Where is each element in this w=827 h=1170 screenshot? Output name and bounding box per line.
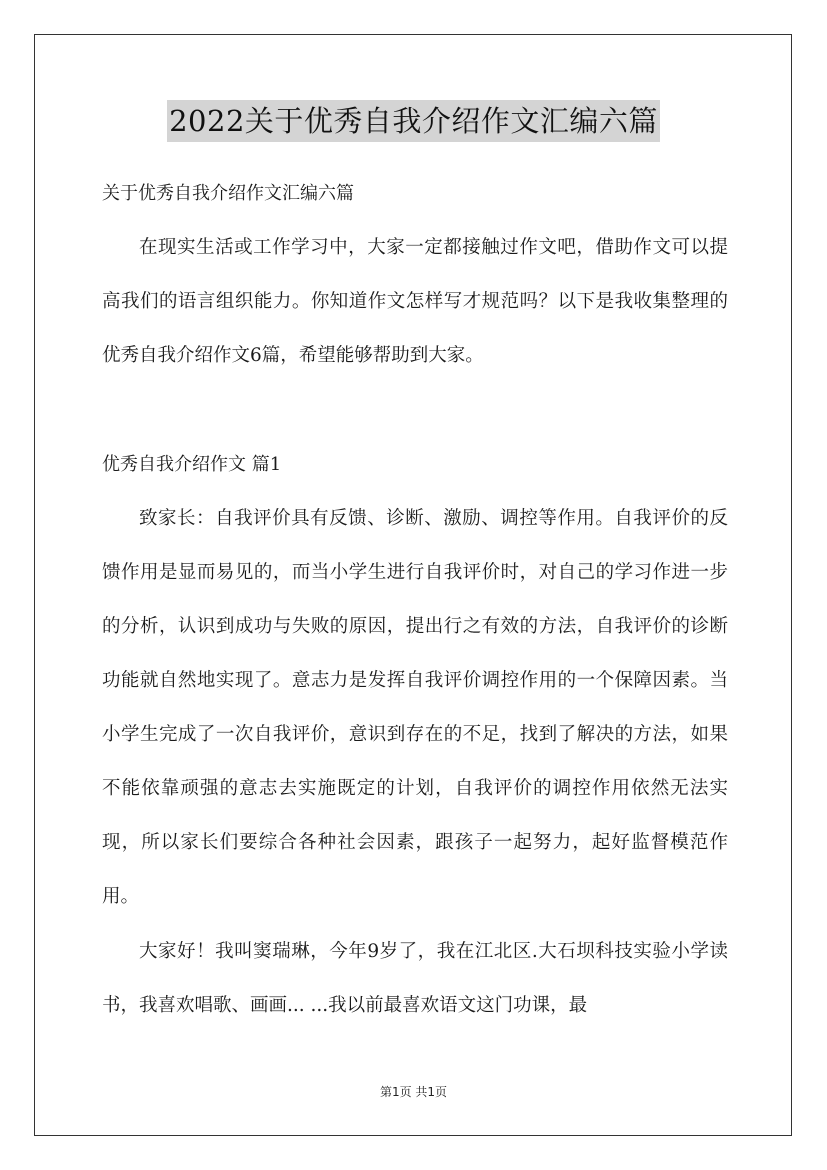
body-paragraph-2: 大家好！我叫窦瑞琳，今年9岁了，我在江北区.大石坝科技实验小学读书，我喜欢唱歌、画画... ...我以前最喜欢语文这门功课，最	[102, 941, 728, 1016]
title-container	[0, 100, 827, 142]
page-footer: 第1页 共1页	[379, 1085, 448, 1099]
body-paragraph-1: 致家长：自我评价具有反馈、诊断、激励、调控等作用。自我评价的反馈作用是显而易见的，而当小学生进行自我评价时，对自己的学习作进一步的分析，认识到成功与失败的原因，提出行之有效的方法，自我评价的诊断功能就自然地实现了。意志力是发挥自我评价调控作用的一个保障因素。当小学生完成了一次自我评价，意识到存在的不足，找到了解决的方法，如果不能依靠顽强的意志去实施既定的计划，自我评价的调控作用依然无法实现，所以家长们要综合各种社会因素，跟孩子一起努力，起好监督模范作用。	[102, 508, 728, 907]
section-heading: 优秀自我介绍作文 篇1	[102, 454, 282, 475]
intro-paragraph: 在现实生活或工作学习中，大家一定都接触过作文吧，借助作文可以提高我们的语言组织能力。你知道作文怎样写才规范吗？以下是我收集整理的优秀自我介绍作文6篇，希望能够帮助到大家。	[102, 237, 728, 366]
document-title: 2022关于优秀自我介绍作文汇编六篇	[167, 100, 660, 142]
document-subtitle: 关于优秀自我介绍作文汇编六篇	[102, 183, 354, 204]
